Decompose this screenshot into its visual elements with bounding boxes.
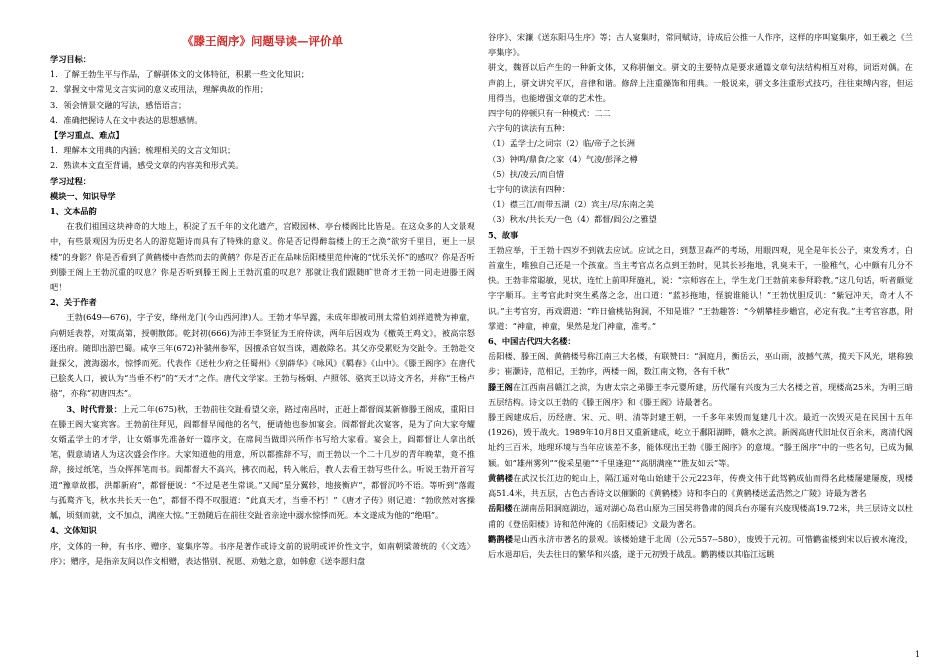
section6-heading: 6、中国古代四大名楼： <box>488 336 576 347</box>
guanque-paragraph <box>488 532 913 562</box>
section1-heading: 1、文本品韵 <box>50 206 97 217</box>
section2-text: 王勃(649—676)，字子安，绛州龙门(今山西河津)人。王勃才华早露，未成年即被司刑太常伯刘祥道赞为神童，向朝廷表荐，对策高第，授朝散郎。乾封初(666)为沛王李贤征为王府侍读，两年后因戏为《檄英王鸡文》，被高宗怒逐出府。随即出游巴蜀。咸亨三年(672)补虢州参军，因擅杀官奴当诛，遇赦除名。其父亦受累贬为交趾令。王勃赴交趾探父，渡海溺水，惊悸而死。代表作《送杜少府之任蜀州》《别薛华》《咏风》《羁春》《山中》。《滕王阁序》在唐代已脍炙人口，被认为“当垂不朽”的“天才”之作。唐代文学家。王勃与杨炯、卢照邻、骆宾王以诗文齐名，并称“王杨卢骆”，亦称“初唐四杰”。 <box>50 312 475 399</box>
section6-intro: 岳阳楼、滕王阁、黄鹤楼号称江南三大名楼，有联赞曰：“洞庭月，衡岳云，巫山雨，波撼气蒸，揽天下风光，堪称独步；崔灏诗，范相记，王勃序，两楼一阁，数江南文物，各有千秋” <box>488 351 913 377</box>
goal-item-1: 1．了解王勃生平与作品，了解骈体文的文体特征，积累一些文化知识； <box>50 69 310 80</box>
goals-heading: 学习目标： <box>50 54 91 64</box>
huanghe-text: 在武汉长江边的蛇山上，隔江遥对龟山始建于公元223年，传费文伟于此驾鹤成仙而得名此楼屡建屡废，现楼高51.4米，共五层，古色古香诗文以催颢的《黄鹤楼》诗和李白的《黄鹤楼送孟浩然之广陵》诗最为著名 <box>488 472 913 499</box>
page-number: 1 <box>915 650 921 659</box>
seven-char-example-2: （3）秋水/共长天/一色（4）都督/阎公/之雅望 <box>488 214 657 225</box>
goal-item-4: 4．准确把握诗人在文中表达的思想感情。 <box>50 114 203 125</box>
section4-heading: 4、文体知识 <box>50 525 97 536</box>
guanque-name: 鹳鹊楼 <box>488 533 514 544</box>
focus-item-2: 2．熟读本文直至背诵，感受文章的内容美和形式美。 <box>50 160 244 171</box>
goal-item-3: 3．领会情景交融的写法，感悟语言； <box>50 99 187 110</box>
preface-continued: 谷序》、宋濂《送东阳马生序》等；古人宴集时，常同赋诗，诗成后公推一人作序，这样的序叫宴集序，如王羲之《兰亭集序》。 <box>488 32 913 58</box>
tengwang-history: 滕王阁建成后，历经唐、宋、元、明、清等封建王朝，一千多年来毁而复建几十次。最近一次毁灭是在民国十五年(1926)，毁于战火。1989年10月8日又重新建成，屹立于鄱阳湖畔，赣水之滨。新阁高唐代旧址仅百余米，离清代阁址约三百米，地理环境与当年应该差不多，能体现出王勃《滕王阁序》的意境。“滕王阁序”中的一些名句，已成为佩颖。如“雄州雾列”“俊采星驰”“千里逢迎”“高朋满座”“胜友如云”等。 <box>488 412 913 468</box>
pianwen-text: 骈文，魏晋以后产生的一种新文体，又称骈俪文。骈文的主要特点是要求通篇文章句法结构相互对称，词语对偶。在声韵上，骈文讲究平仄，音律和谐。修辞上注重藻饰和用典。一般说来，骈文多注重形式技巧，往往束缚内容，但运用得当，也能增强文章的艺术性。 <box>488 62 913 103</box>
goal-item-2: 2．掌握文中常见文言实词的意义或用法，理解典故的作用； <box>50 84 269 95</box>
focus-item-1: 1．理解本文用典的内涵；梳理相关的文言文知识； <box>50 145 236 156</box>
six-char-rule: 六字句的读法有五种： <box>488 123 570 134</box>
module1-heading: 模块一、知识导学 <box>50 190 116 201</box>
section3-paragraph <box>50 402 475 524</box>
six-char-example-1: （1）孟学士/之词宗（2）临/帝子之长洲 <box>488 138 635 149</box>
huanghe-paragraph <box>488 471 913 501</box>
left-column <box>50 22 475 569</box>
section3-text: 上元二年(675)秋，王勃前往交趾看望父亲，路过南昌时，正赶上都督阎某新修滕王阁成，重阳日在滕王阁大宴宾客。王勃前往拜见，阎都督早闻他的名气，便请他也参加宴会。阎都督此次宴客，是为了向大家夸耀女婿孟学士的才学，让女婿事先准备好一篇序文，在席间当做即兴所作书写给大家看。宴会上，阎都督让人拿出纸笔，假意请诸人为这次盛会作序。大家知道他的用意，所以都推辞不写，而王勃以一个二十几岁的青年晚辈，竟不推辞，接过纸笔，当众挥挥笔而书。阎都督大不高兴，拂衣而起，转入帐后，教人去看王勃写些什么。听说王勃开首写道“豫章故郡，洪都新府”，都督便说：“不过是老生常谈。”又闻“星分翼轸，地接衡庐”，都督沉吟不语。等听到“落霞与孤鹜齐飞，秋水共长天一色”，都督不得不叹服道：“此真天才，当垂不朽！”《唐才子传》则记道：“勃欣然对客操觚，顷刻而就，文不加点，满座大惊。”王勃随后在前往交趾省亲途中溺水惊悸而死。本文遂成为他的“绝唱”。 <box>50 403 475 521</box>
section5-text: 王勃应举，于王勃十四岁不到就去应试。应试之日，到慧卫森严的考场，用眼四观，见全是年长公子，束发秀才，白首童生，唯独自己还是一个孩童。当主考官点名点到王勃时，见其长衫拖地，乳臭未干，一脸稚气，心中颇有几分不快。王勃非常聪敏，见状，连忙上前叩拜施礼，说：“宗师容在上，学生龙门王勃前来参拜聆教。”这几句话，听者颇觉字字顺耳。主考官此时突生奚落之念，出口道：“蓝衫拖地，怪貌谁能认！”王勃忧胆反讥：“紫冠冲天，奇才人不识。”主考官穷，再戏谓道：“昨日偷桃钻狗洞，不知是谁？”王勃趣答：“今朝攀桂步蟾宫，必定有我。”主考官容惠，附掌道：“神童，神童，果然是龙门神童，准考。” <box>488 244 913 331</box>
section4-text: 序，文体的一种，有书序、赠序、宴集序等。书序是著作或诗文前的说明或评价性文字，如南朝梁萧统的《〈文选〉序》；赠序，是指亲友间以作文相赠，表达惜别、祝愿、劝勉之意，如韩愈《送李愿归盘 <box>50 540 475 566</box>
page-title: 《滕王阁序》问题导读—评价单 <box>182 34 343 48</box>
section1-text: 在我们祖国这块神奇的大地上，积淀了五千年的文化遗产，宫殿园林、亭台楼阁比比皆是。在这众多的人文景观中，有些景观因为历史名人的游览题诗而具有了特殊的意义。你是否记得醉翁楼上的王之涣“欲穷千里目，更上一层楼”的身影？你是否看到了黄鹤楼中杳然而去的黄鹤？你是否正在品味岳阳楼里范仲淹的“忧乐关怀”的感叹？你是否听到滕王阁上王勃沉重的叹息？你是否听到滕王阁上王勃沉重的叹息？那就让我们跟随旷世奇才王勃一同走进滕王阁吧！ <box>50 221 475 293</box>
six-char-example-3: （5）扶/凌云/而自惜 <box>488 168 565 179</box>
focus-heading: 【学习重点、难点】 <box>50 130 124 141</box>
yueyang-text: 在湖南岳阳洞庭湖边，遥对湖心岛君山原为三国吴将鲁肃的阅兵台亦屡有兴废现楼高19.72米，共三层诗文以杜甫的《登岳阳楼》诗和范仲淹的《岳阳楼记》文最为著名。 <box>488 503 913 529</box>
yueyang-paragraph <box>488 501 913 531</box>
tengwang-paragraph <box>488 380 913 410</box>
guanque-text: 是山西永济市著名的景观。该楼始建于北周（公元557--580），废毁于元初。可惜鹳雀楼到宋以后被水淹没，后水退却后，失去往日的繁华和兴盛，遂于元初毁于战乱。鹳鹊楼以其临江远眺 <box>488 533 913 559</box>
four-char-rule: 四字句的停顿只有一种模式：二二 <box>488 108 611 119</box>
tengwang-name: 滕王阁 <box>488 381 513 392</box>
section2-heading: 2、关于作者 <box>50 297 97 308</box>
right-column <box>488 30 913 562</box>
yueyang-name: 岳阳楼 <box>488 503 513 514</box>
tengwang-text: 在江西南昌赣江之滨，为唐太宗之弟滕王李元婴所建，历代屡有兴废为三大名楼之首，现楼高25米，为明三暗五层结构。诗文以王勃的《滕王阁序》和《滕王阁》诗最著名。 <box>488 381 913 407</box>
seven-char-example-1: （1）襟三江/而带五湖（2）宾主/尽/东南之美 <box>488 199 655 210</box>
seven-char-rule: 七字句的读法有四种： <box>488 184 570 195</box>
huanghe-name: 黄鹤楼 <box>488 472 514 483</box>
section5-heading: 5、故事 <box>488 229 519 240</box>
section3-heading: 3、时代背景： <box>66 403 122 414</box>
six-char-example-2: （3）钟鸣/鼎食/之家（4）气凌/彭泽之樽 <box>488 153 638 164</box>
process-heading: 学习过程： <box>50 175 91 186</box>
